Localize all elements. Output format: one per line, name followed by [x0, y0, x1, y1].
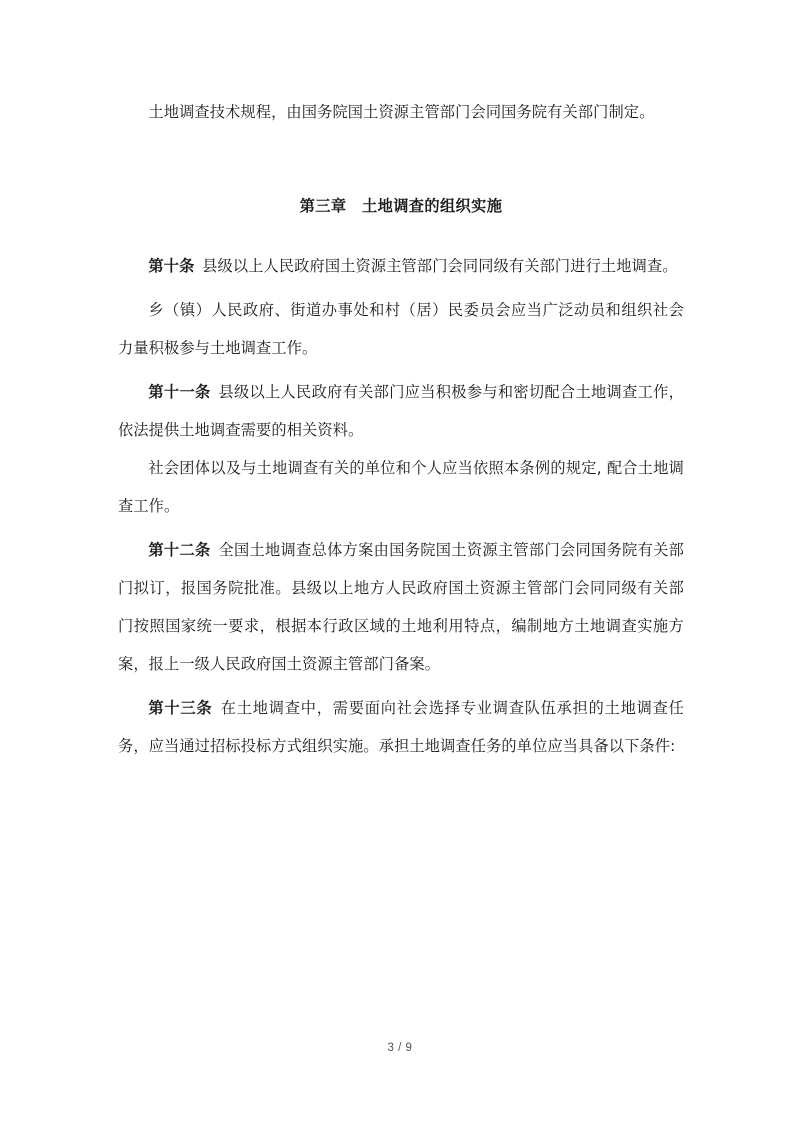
- spacer-after-lead: [118, 131, 684, 169]
- chapter-heading: 第三章 土地调查的组织实施: [299, 197, 503, 215]
- article-10-label: 第十条: [148, 257, 195, 275]
- article-13-text: 在土地调查中，需要面向社会选择专业调查队伍承担的土地调查任务，应当通过招标投标方式组织实施。承担土地调查任务的单位应当具备以下条件:: [118, 699, 684, 755]
- page-footer: 3 / 9: [387, 1042, 413, 1054]
- article-12-text: 全国土地调查总体方案由国务院国土资源主管部门会同国务院有关部门拟订，报国务院批准。县级以上地方人民政府国土资源主管部门会同同级有关部门按照国家统一要求，根据本行政区域的土地利用特点，编制地方土地调查实施方案，报上一级人民政府国土资源主管部门备案。: [118, 541, 684, 673]
- paragraph-article-13: [118, 689, 684, 765]
- article-12-label: 第十二条: [148, 541, 211, 559]
- township-text: 乡（镇）人民政府、街道办事处和村（居）民委员会应当广泛动员和组织社会力量积极参与土地调查工作。: [118, 301, 684, 357]
- paragraph-article-11: [118, 373, 684, 449]
- paragraph-article-10: [118, 247, 684, 285]
- paragraph-township: [118, 291, 684, 367]
- document-body: [118, 0, 684, 765]
- paragraph-article-12: [118, 531, 684, 683]
- social-org-text: 社会团体以及与土地调查有关的单位和个人应当依照本条例的规定, 配合土地调查工作。: [118, 459, 684, 515]
- spacer-after-heading: [118, 225, 684, 247]
- paragraph-lead: [118, 0, 684, 131]
- paragraph-social-org: [118, 449, 684, 525]
- article-10-text: 县级以上人民政府国土资源主管部门会同同级有关部门进行土地调查。: [202, 257, 678, 275]
- article-13-label: 第十三条: [148, 699, 213, 717]
- article-11-label: 第十一条: [148, 383, 211, 401]
- article-11-text: 县级以上人民政府有关部门应当积极参与和密切配合土地调查工作，依法提供土地调查需要的相关资料。: [118, 383, 684, 439]
- paragraph-lead-text: 土地调查技术规程，由国务院国土资源主管部门会同国务院有关部门制定。: [148, 103, 655, 121]
